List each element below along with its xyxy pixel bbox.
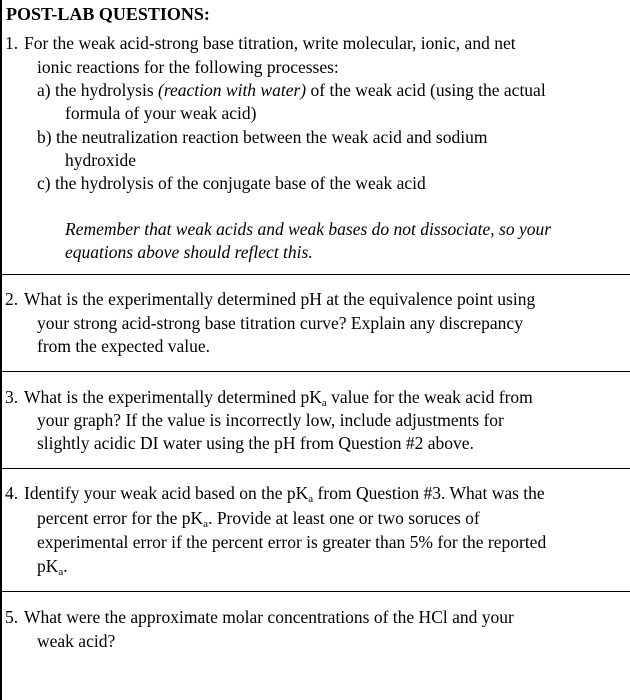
q1-part-b: b) the neutralization reaction between the weak acid and sodium	[37, 127, 488, 147]
q4-text-line-2: percent error for the $pK_a$. Provide at least one or two soruces of	[37, 508, 480, 530]
q3-number: 3.	[5, 387, 19, 407]
q3-text-line-2: your graph? If the value is incorrectly low, include adjustments for	[37, 410, 504, 430]
q4-number: 4.	[5, 483, 19, 503]
q1-note-line-1: Remember that weak acids and weak bases do not dissociate, so your	[65, 219, 552, 239]
q2-text-line-1: What is the experimentally determined pH at the equivalence point using	[24, 289, 536, 309]
q3-text-line-1: What is the experimentally determined $pK_a$ value for the weak acid from	[24, 387, 533, 409]
q1-part-a-line-2: formula of your weak acid)	[65, 103, 257, 123]
q1-number: 1.	[5, 33, 19, 53]
q4-text-line-1: Identify your weak acid based on the $pK_a$ from Question #3. What was the	[24, 483, 545, 505]
q1-part-a-label: a) the hydrolysis	[37, 80, 154, 100]
q1-part-a-italic: (reaction with water)	[158, 80, 307, 100]
q2-text-line-2: your strong acid-strong base titration curve? Explain any discrepancy	[37, 313, 523, 333]
q1-part-a	[37, 79, 546, 101]
divider	[0, 274, 630, 275]
divider	[0, 468, 630, 469]
q4-text-line-4: $pK_a$.	[37, 556, 68, 578]
q4-text-line-3: experimental error if the percent error is greater than 5% for the reported	[37, 532, 547, 552]
page-title: POST-LAB QUESTIONS:	[6, 4, 210, 24]
q1-part-b-line-2: hydroxide	[65, 150, 136, 170]
q1-text-line-2: ionic reactions for the following processes:	[37, 57, 339, 77]
q5-text-line-1: What were the approximate molar concentrations of the HCl and your	[24, 607, 514, 627]
q2-number: 2.	[5, 289, 19, 309]
q1-part-a-rest: of the weak acid (using the actual	[310, 80, 546, 100]
q3-text-line-3: slightly acidic DI water using the pH from Question #2 above.	[37, 433, 474, 453]
q1-text-line-1: For the weak acid-strong base titration, write molecular, ionic, and net	[24, 33, 516, 53]
divider	[0, 371, 630, 372]
q5-text-line-2: weak acid?	[37, 631, 116, 651]
q2-text-line-3: from the expected value.	[37, 336, 210, 356]
q5-number: 5.	[5, 607, 19, 627]
divider	[0, 591, 630, 592]
q1-note-line-2: equations above should reflect this.	[65, 242, 313, 262]
q1-part-c: c) the hydrolysis of the conjugate base of the weak acid	[37, 173, 426, 193]
